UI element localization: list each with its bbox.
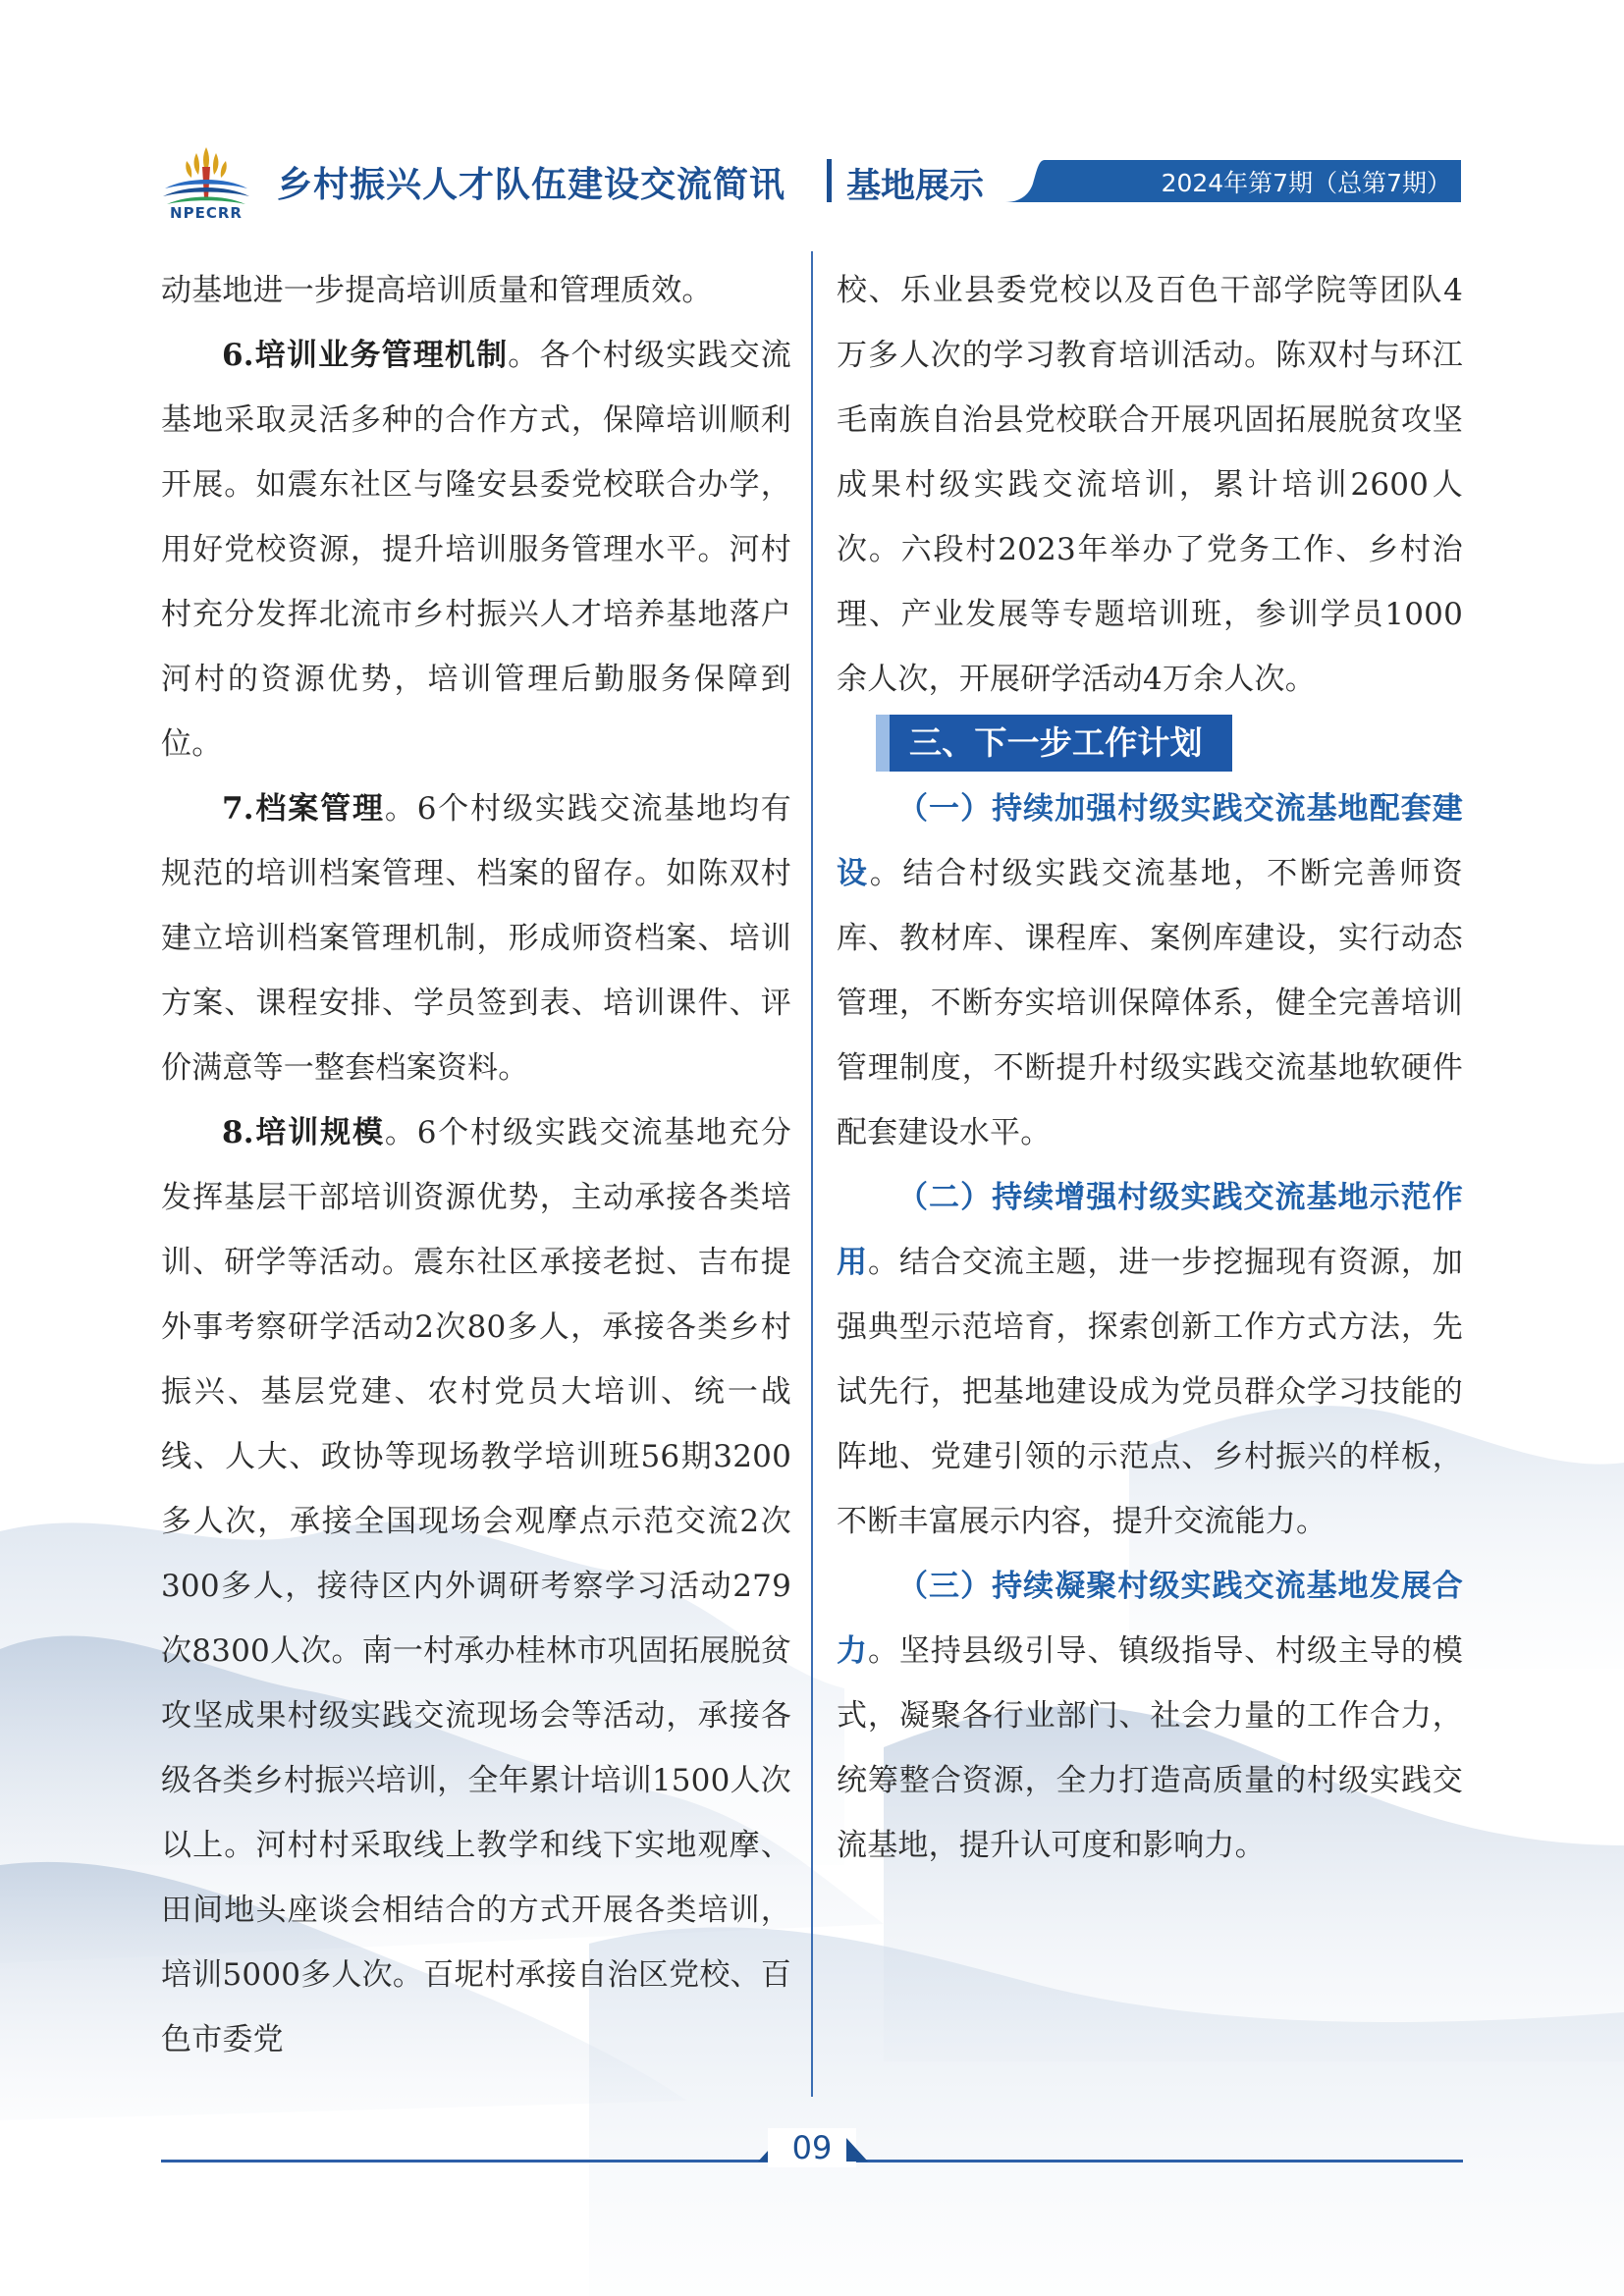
paragraph-body: 。6个村级实践交流基地均有规范的培训档案管理、档案的留存。如陈双村建立培训档案管理机制，形成师资档案、培训方案、课程安排、学员签到表、培训课件、评价满意等一整套档案资料。 (161, 791, 792, 1086)
plan-heading: （三）持续凝聚村级实践交流基地发展合力 (837, 1569, 1463, 1669)
left-column (161, 258, 791, 2072)
paragraph-heading: 8.培训规模 (222, 1115, 385, 1150)
left-paragraph-archive (161, 776, 791, 1100)
plan-heading: （二）持续增强村级实践交流基地示范作用 (837, 1180, 1463, 1280)
paragraph-body: 。6个村级实践交流基地充分发挥基层干部培训资源优势，主动承接各类培训、研学等活动。震东社区承接老挝、吉布提外事考察研学活动2次80多人，承接各类乡村振兴、基层党建、农村党员大培训、统一战线、人大、政协等现场教学培训班56期3200多人次，承接全国现场会观摩点示范交流2次300多人，接待区内外调研考察学习活动279次8300人次。南一村承办桂林市巩固拓展脱贫攻坚成果村级实践交流现场会等活动，承接各级各类乡村振兴培训，全年累计培训1500人次以上。河村村采取线上教学和线下实地观摩、田间地头座谈会相结合的方式开展各类培训，培训5000多人次。百坭村承接自治区党校、百色市委党 (161, 1115, 792, 2057)
plan-body: 。结合村级实践交流基地，不断完善师资库、教材库、课程库、案例库建设，实行动态管理，不断夯实培训保障体系，健全完善培训管理制度，不断提升村级实践交流基地软硬件配套建设水平。 (837, 856, 1463, 1150)
plan-item-1 (837, 776, 1463, 1165)
plan-body: 。结合交流主题，进一步挖掘现有资源，加强典型示范培育，探索创新工作方式方法，先试先行，把基地建设成为党员群众学习技能的阵地、党建引领的示范点、乡村振兴的样板，不断丰富展示内容，提升交流能力。 (837, 1245, 1463, 1539)
title-divider (827, 159, 832, 202)
left-paragraph-continued: 动基地进一步提高培训质量和管理质效。 (161, 273, 713, 308)
plan-heading: （一）持续加强村级实践交流基地配套建设 (837, 791, 1463, 891)
paragraph-heading: 7.档案管理 (222, 791, 385, 827)
page-number: 09 (768, 2128, 856, 2167)
plan-item-3 (837, 1554, 1463, 1878)
section-heading-banner: 三、下一步工作计划 (890, 715, 1232, 772)
paragraph-heading: 6.培训业务管理机制 (222, 338, 509, 373)
section-name: 基地展示 (846, 167, 985, 206)
paragraph-body: 。各个村级实践交流基地采取灵活多种的合作方式，保障培训顺利开展。如震东社区与隆安县委党校联合办学，用好党校资源，提升培训服务管理水平。河村村充分发挥北流市乡村振兴人才培养基地落户河村的资源优势，培训管理后勤服务保障到位。 (161, 338, 791, 762)
left-paragraph-training-mechanism (161, 323, 791, 776)
right-column (837, 258, 1463, 1878)
plan-item-2 (837, 1165, 1463, 1554)
footer-right-triangle-icon (846, 2138, 868, 2162)
logo-text: NPECRR (170, 204, 243, 222)
page-header (0, 0, 1624, 226)
publication-title: 乡村振兴人才队伍建设交流简讯 (277, 165, 786, 205)
right-paragraph-continued: 校、乐业县委党校以及百色干部学院等团队4万多人次的学习教育培训活动。陈双村与环江毛南族自治县党校联合开展巩固拓展脱贫攻坚成果村级实践交流培训，累计培训2600人次。六段村2023年举办了党务工作、乡村治理、产业发展等专题培训班，参训学员1000余人次，开展研学活动4万余人次。 (837, 273, 1463, 697)
column-divider (811, 251, 813, 2097)
plan-body: 。坚持县级引导、镇级指导、村级主导的模式，凝聚各行业部门、社会力量的工作合力，统筹整合资源，全力打造高质量的村级实践交流基地，提升认可度和影响力。 (837, 1633, 1463, 1863)
issue-number: 2024年第7期（总第7期） (1161, 169, 1451, 197)
left-paragraph-scale (161, 1100, 791, 2072)
